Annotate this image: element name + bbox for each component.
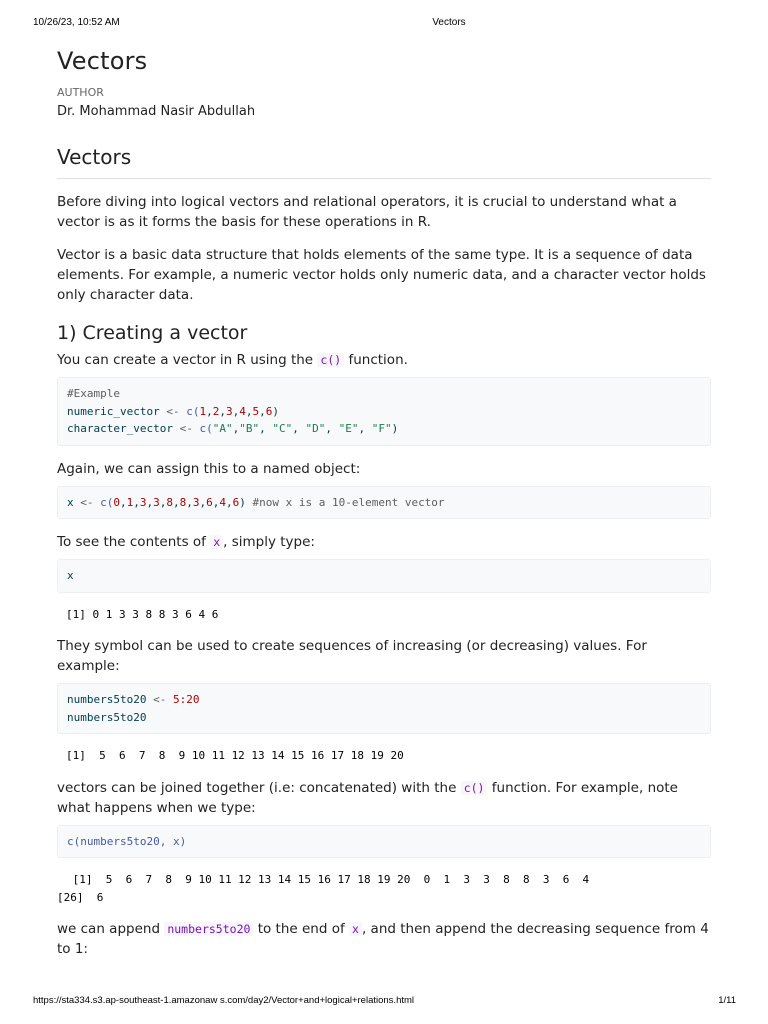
section-heading-vectors: Vectors — [57, 142, 711, 179]
definition-paragraph: Vector is a basic data structure that holds elements of the same type. It is a sequence of data elements. For example, a numeric vector holds only numeric data, and a character vector holds only character data. — [57, 247, 706, 303]
inline-code-c-function-2: c() — [461, 781, 488, 795]
print-datetime: 10/26/23, 10:52 AM — [33, 17, 120, 28]
author-label: AUTHOR — [57, 86, 104, 99]
subsection-heading-creating-vector: 1) Creating a vector — [57, 322, 248, 344]
print-page-title: Vectors — [432, 17, 466, 28]
author-name: Dr. Mohammad Nasir Abdullah — [57, 104, 256, 119]
intro-paragraph: Before diving into logical vectors and relational operators, it is crucial to understand what a vector is as it forms the basis for these operations in R. — [57, 194, 677, 230]
output-x: [1] 0 1 3 3 8 8 3 6 4 6 — [66, 607, 219, 621]
inline-code-x-2: x — [349, 922, 362, 936]
inline-code-c-function: c() — [317, 353, 344, 367]
code-block-sequence[interactable]: numbers5to20 <- 5:20 numbers5to20 — [57, 683, 711, 734]
print-url: https://sta334.s3.ap-southeast-1.amazonaw s.com/day2/Vector+and+logical+relations.html — [33, 995, 415, 1006]
print-header — [0, 17, 768, 31]
code-block-example[interactable]: #Example numeric_vector <- c(1,2,3,4,5,6) character_vector <- c("A","B", "C", "D", "E", "F") — [57, 377, 711, 446]
colon-paragraph: They symbol can be used to create sequences of increasing (or decreasing) values. For example: — [57, 638, 647, 674]
print-footer — [0, 995, 768, 1009]
code-block-assign-x[interactable]: x <- c(0,1,3,3,8,8,3,6,4,6) #now x is a 10-element vector — [57, 486, 711, 520]
concat-paragraph: vectors can be joined together (i.e: concatenated) with the c() function. For example, note what happens when we type: — [57, 779, 678, 816]
see-contents-paragraph: To see the contents of x , simply type: — [57, 534, 315, 550]
creating-intro: You can create a vector in R using the c() function. — [57, 352, 408, 368]
code-comment: #Example — [67, 387, 120, 400]
assign-paragraph: Again, we can assign this to a named object: — [57, 460, 361, 477]
append-paragraph: we can append numbers5to20 to the end of x , and then append the decreasing sequence from 4 to 1: — [57, 921, 709, 957]
document-title: Vectors — [57, 47, 148, 75]
output-sequence: [1] 5 6 7 8 9 10 11 12 13 14 15 16 17 18 19 20 — [66, 749, 404, 762]
page-number: 1/11 — [718, 995, 736, 1006]
output-concat: [1] 5 6 7 8 9 10 11 12 13 14 15 16 17 18 19 20 0 1 3 3 8 8 3 6 4 [26] 6 — [57, 873, 590, 904]
document-content — [57, 44, 711, 959]
code-block-concat[interactable]: c(numbers5to20, x) — [57, 825, 711, 859]
inline-code-x: x — [210, 535, 223, 549]
code-block-x[interactable]: x — [57, 559, 711, 593]
inline-code-numbers5to20: numbers5to20 — [164, 922, 253, 936]
